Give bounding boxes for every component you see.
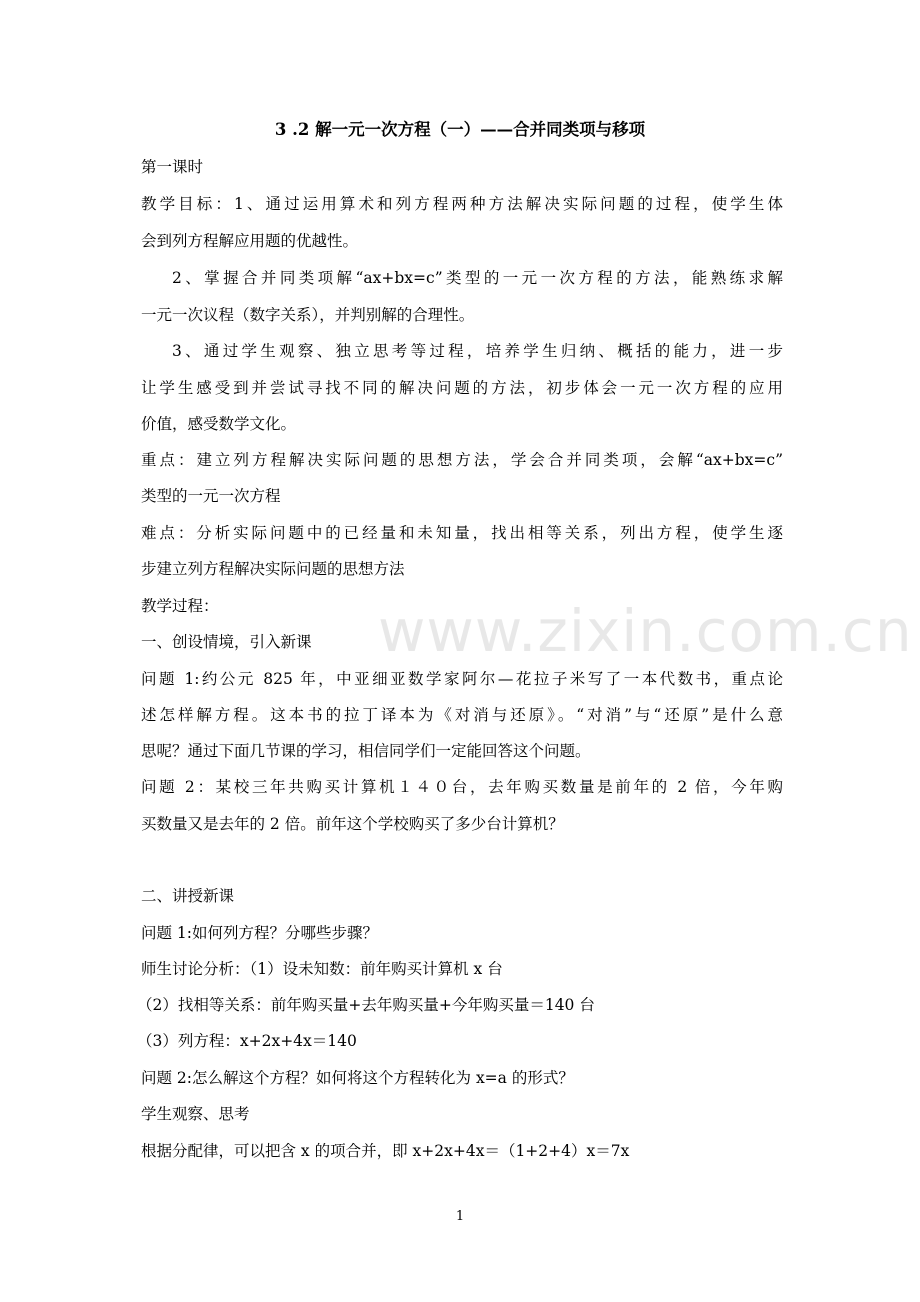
difficulty-line-2: 步建立列方程解决实际问题的思想方法 [141,560,405,578]
section1-question1-line-3: 思呢？通过下面几节课的学习，相信同学们一定能回答这个问题。 [141,742,591,760]
section2-heading: 二、讲授新课 [141,887,235,905]
section2-step-2: （2）找相等关系：前年购买量+去年购买量+今年购买量＝140 台 [137,996,595,1014]
objectives-line-3: 2、掌握合并同类项解“ax+bx=c”类型的一元一次方程的方法，能熟练求解 [172,269,783,287]
section1-heading: 一、创设情境，引入新课 [141,633,312,651]
section2-question1: 问题 1:如何列方程？分哪些步骤？ [141,924,379,942]
watermark-text: www.zixin.com.cn [378,597,913,665]
page-number: 1 [455,1209,465,1224]
section1-question1-line-2: 述怎样解方程。这本书的拉丁译本为《对消与还原》。“对消”与“还原”是什么意 [141,706,783,724]
document-title: 3 .2 解一元一次方程（一）——合并同类项与移项 [274,120,646,139]
objectives-line-7: 价值，感受数学文化。 [141,415,297,433]
section2-combine: 根据分配律，可以把含 x 的项合并，即 x+2x+4x＝（1+2+4）x＝7x [141,1142,630,1160]
process-heading: 教学过程： [141,597,219,615]
objectives-line-6: 让学生感受到并尝试寻找不同的解决问题的方法，初步体会一元一次方程的应用 [141,379,783,397]
key-point-line-2: 类型的一元一次方程 [141,487,281,505]
lesson-label: 第一课时 [141,158,204,176]
section2-observe: 学生观察、思考 [141,1105,250,1123]
objectives-line-5: 3、通过学生观察、独立思考等过程，培养学生归纳、概括的能力，进一步 [172,342,783,360]
section1-question2-line-2: 买数量又是去年的 2 倍。前年这个学校购买了多少台计算机？ [141,815,564,833]
objectives-line-1: 教学目标：1、通过运用算术和列方程两种方法解决实际问题的过程，使学生体 [141,195,783,213]
difficulty-line-1: 难点：分析实际问题中的已经量和未知量，找出相等关系，列出方程，使学生逐 [141,524,783,542]
objectives-line-4: 一元一次议程（数字关系），并判别解的合理性。 [141,306,475,324]
key-point-line-1: 重点：建立列方程解决实际问题的思想方法，学会合并同类项，会解“ax+bx=c” [141,451,783,469]
section2-analysis: 师生讨论分析：（1）设未知数：前年购买计算机 x 台 [141,960,503,978]
objectives-line-2: 会到列方程解应用题的优越性。 [141,232,359,250]
section1-question1-line-1: 问题 1:约公元 825 年，中亚细亚数学家阿尔—花拉子米写了一本代数书，重点论 [141,670,783,688]
section2-question2: 问题 2:怎么解这个方程？如何将这个方程转化为 x=a 的形式？ [141,1069,574,1087]
section1-question2-line-1: 问题 2：某校三年共购买计算机１４０台，去年购买数量是前年的 2 倍，今年购 [141,778,783,796]
section2-step-3: （3）列方程：x+2x+4x＝140 [137,1032,357,1050]
